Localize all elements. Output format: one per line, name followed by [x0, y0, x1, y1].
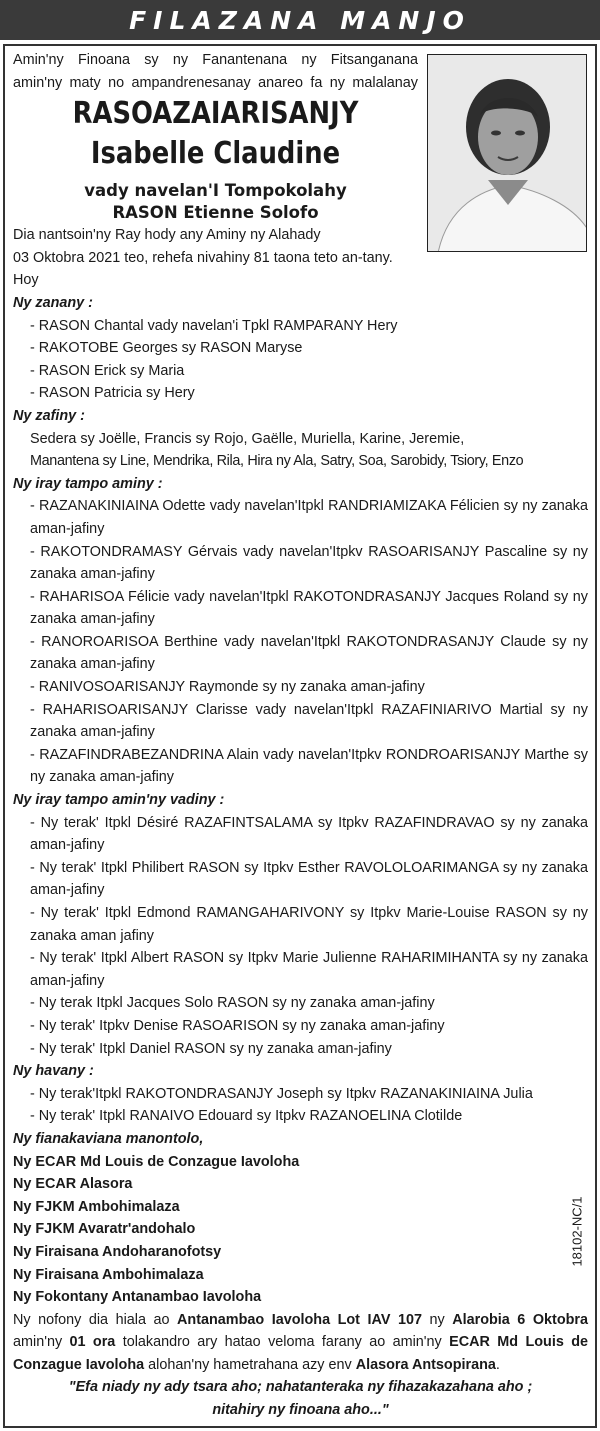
- organization-item: Ny Firaisana Andoharanofotsy: [13, 1243, 222, 1260]
- burial-cemetery: Alasora Antsopirana: [355, 1356, 496, 1373]
- notice-frame: [3, 44, 597, 1428]
- burial-hour: 01 ora: [69, 1334, 116, 1351]
- reference-code: [567, 1176, 587, 1286]
- list-item: - RASON Erick sy Maria: [30, 362, 185, 379]
- spouse-line-2: RASON Etienne Solofo: [112, 203, 319, 223]
- section-tampo-vadiny: [13, 789, 588, 1060]
- burial-text: Ny nofony dia hiala ao: [13, 1311, 178, 1328]
- list-item: - RANOROARISOA Berthine vady navelan'Itpkl RAKOTONDRASANJY Claude sy ny zanaka aman-jafiny: [30, 633, 588, 673]
- notice-content: [13, 49, 588, 1422]
- list-item: - Ny terak' Itpkl RANAIVO Edouard sy Itpkv RAZANOELINA Clotilde: [30, 1108, 463, 1125]
- organization-item: Ny FJKM Ambohimalaza: [13, 1198, 180, 1215]
- section-heading: Ny zafiny :: [13, 407, 85, 424]
- deceased-given-name: Isabelle Claudine: [90, 136, 341, 172]
- list-item: Manantena sy Line, Mendrika, Rila, Hira ny Ala, Satry, Soa, Sarobidy, Tsiory, Enzo: [30, 453, 524, 470]
- list-item: - RAHARISOA Félicie vady navelan'Itpkl RAKOTONDRASANJY Jacques Roland sy ny zanaka aman-jafiny: [30, 588, 588, 628]
- death-notice: [13, 224, 588, 292]
- burial-text: tolakandro ary hatao veloma farany ao amin'ny: [115, 1334, 450, 1351]
- section-fianakaviana: [13, 1128, 588, 1309]
- burial-day: Alarobia 6 Oktobra: [452, 1311, 589, 1328]
- header-title: FILAZANA MANJO: [129, 5, 471, 35]
- intro-line: amin'ny maty no ampandrenesanay anareo fa ny malalanay: [13, 74, 418, 91]
- spouse-line-1: vady navelan'I Tompokolahy: [84, 181, 347, 201]
- list-item: - RAHARISOARISANJY Clarisse vady navelan'Itpkl RAZAFINIARIVO Martial sy ny zanaka aman-jafiny: [30, 701, 588, 741]
- list-item: - Ny terak' Itpkl Daniel RASON sy ny zanaka aman-jafiny: [30, 1040, 392, 1057]
- list-item: - Ny terak' Itpkv Denise RASOARISON sy ny zanaka aman-jafiny: [30, 1017, 445, 1034]
- burial-place: Antanambao Iavoloha Lot IAV 107: [177, 1311, 422, 1328]
- list-item: - RAKOTONDRAMASY Gérvais vady navelan'Itpkv RASOARISANJY Pascaline sy ny zanaka aman-jafiny: [30, 543, 588, 583]
- section-tampo-aminy: [13, 473, 588, 789]
- intro-line: Amin'ny Finoana sy ny Fanantenana ny Fitsanganana: [13, 52, 418, 68]
- scripture-quote: [13, 1376, 588, 1421]
- burial-text: amin'ny: [13, 1334, 70, 1351]
- list-item: - Ny terak Itpkl Jacques Solo RASON sy ny zanaka aman-jafiny: [30, 995, 435, 1012]
- section-heading: Ny iray tampo aminy :: [13, 475, 163, 492]
- list-item: - Ny terak' Itpkl Désiré RAZAFINTSALAMA sy Itpkv RAZAFINDRAVAO sy ny zanaka aman-jafiny: [30, 814, 588, 854]
- list-item: - RAZANAKINIAINA Odette vady navelan'Itpkl RANDRIAMIZAKA Félicien sy ny zanaka aman-jafiny: [30, 498, 588, 537]
- organization-item: Ny ECAR Md Louis de Conzague Iavoloha: [13, 1153, 300, 1170]
- section-heading: Ny zanany :: [13, 294, 93, 311]
- section-havany: [13, 1060, 588, 1128]
- organization-item: Ny Fokontany Antanambao Iavoloha: [13, 1289, 262, 1306]
- list-item: - Ny terak' Itpkl Edmond RAMANGAHARIVONY sy Itpkv Marie-Louise RASON sy ny zanaka aman jafiny: [30, 905, 588, 944]
- reference-text: 18102-NC/1: [569, 1195, 585, 1267]
- burial-text: .: [495, 1356, 500, 1373]
- list-item: - Ny terak' Itpkl Philibert RASON sy Itpkv Esther RAVOLOLOARIMANGA sy ny zanaka aman-jafiny: [30, 859, 588, 899]
- list-item: - RAZAFINDRABEZANDRINA Alain vady navelan'Itpkv RONDROARISANJY Marthe sy ny zanaka aman-jafiny: [30, 746, 588, 786]
- section-heading: Ny fianakaviana manontolo,: [13, 1130, 204, 1147]
- section-heading: Ny havany :: [13, 1063, 94, 1080]
- organization-item: Ny FJKM Avaratr'andohalo: [13, 1221, 196, 1238]
- quote-line: "Efa niady ny ady tsara aho; nahatanteraka ny fihazakazahana aho ;: [68, 1379, 533, 1396]
- section-zanany: [13, 292, 588, 405]
- quote-line: nitahiry ny finoana aho...": [212, 1402, 389, 1419]
- death-notice-line: 03 Oktobra 2021 teo, rehefa nivahiny 81 taona teto an-tany.: [13, 249, 393, 266]
- death-notice-line: Dia nantsoin'ny Ray hody any Aminy ny Alahady: [13, 227, 321, 244]
- section-zafiny: [13, 405, 588, 473]
- burial-notice: [13, 1309, 588, 1377]
- deceased-surname: RASOAZAIARISANJY: [72, 96, 359, 132]
- list-item: Sedera sy Joëlle, Francis sy Rojo, Gaëlle, Muriella, Karine, Jeremie,: [30, 430, 465, 447]
- burial-text: alohan'ny hametrahana azy env: [144, 1356, 356, 1373]
- list-item: - RASON Patricia sy Hery: [30, 385, 195, 402]
- organization-item: Ny ECAR Alasora: [13, 1176, 133, 1193]
- list-item: - RANIVOSOARISANJY Raymonde sy ny zanaka aman-jafiny: [30, 679, 425, 696]
- burial-text: ny: [421, 1311, 453, 1328]
- list-item: - Ny terak' Itpkl Albert RASON sy Itpkv Marie Julienne RAHARIMIHANTA sy ny zanaka aman-jafiny: [30, 950, 588, 989]
- list-item: - Ny terak'Itpkl RAKOTONDRASANJY Joseph sy Itpkv RAZANAKINIAINA Julia: [30, 1085, 533, 1102]
- burial-church: ECAR Md Louis de Conzague Iavoloha: [13, 1334, 589, 1373]
- list-item: - RASON Chantal vady navelan'i Tpkl RAMPARANY Hery: [30, 317, 398, 334]
- organization-item: Ny Firaisana Ambohimalaza: [13, 1266, 204, 1283]
- list-item: - RAKOTOBE Georges sy RASON Maryse: [30, 340, 303, 357]
- notice-header: [0, 0, 600, 40]
- intro-text: [13, 49, 418, 94]
- death-notice-line: Hoy: [13, 272, 39, 289]
- section-heading: Ny iray tampo amin'ny vadiny :: [13, 792, 225, 809]
